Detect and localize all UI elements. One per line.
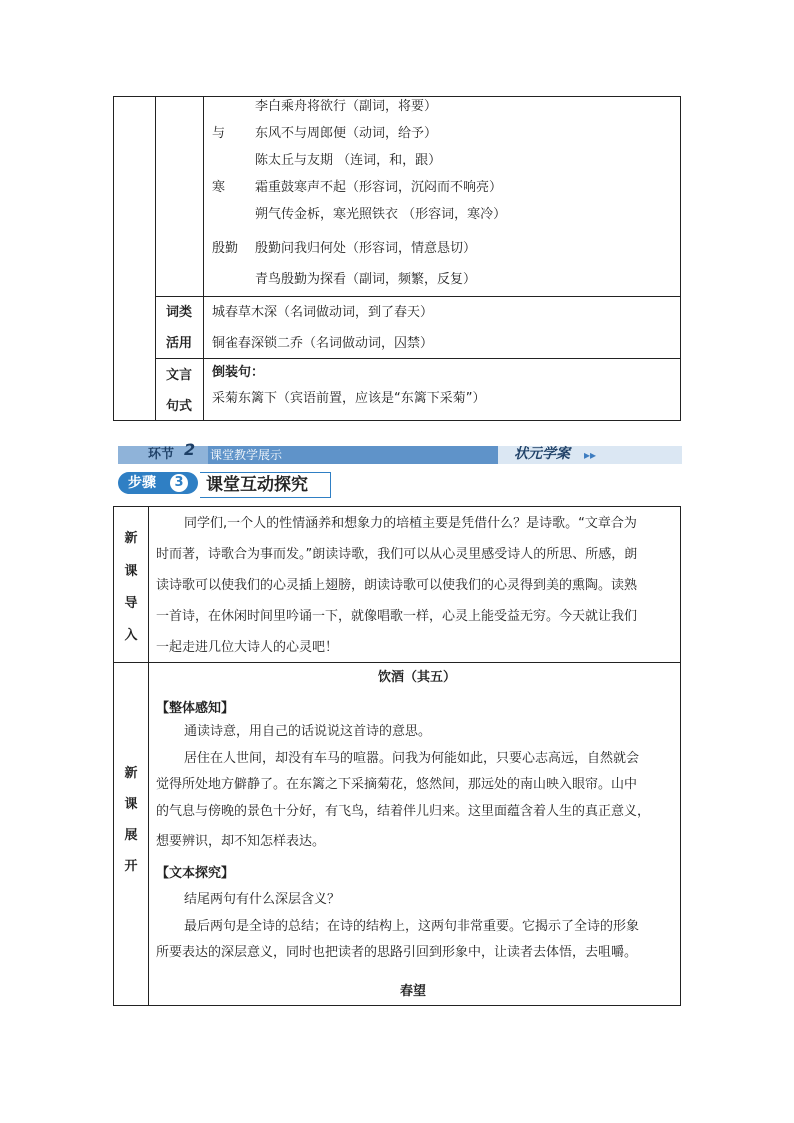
- poem-title: 饮酒（其五）: [378, 670, 457, 685]
- brand-part-2: 学案: [542, 446, 570, 462]
- row-label: 句式: [166, 399, 193, 414]
- question: 结尾两句有什么深层含义？: [184, 892, 341, 907]
- side-label-char: 新: [124, 531, 138, 546]
- intro-line: 一首诗，在休闲时间里吟诵一下，就像唱歌一样，心灵上能受益无穷。今天就让我们: [156, 609, 638, 624]
- intro-line: 读诗歌可以使我们的心灵插上翅膀，朗读诗歌可以使我们的心灵得到美的熏陶。读熟: [156, 578, 638, 593]
- poem-title: 春望: [400, 984, 427, 999]
- intro-line: 时而著，诗歌合为事而发。”朗读诗歌，我们可以从心灵里感受诗人的所思、所感，朗: [156, 547, 638, 562]
- side-label-char: 入: [124, 628, 138, 643]
- step-label: 步骤: [128, 475, 156, 491]
- answer-line: 居住在人世间，却没有车马的喧嚣。问我为何能如此，只要心志高远，自然就会: [184, 751, 640, 766]
- side-label-char: 课: [124, 564, 138, 579]
- section-heading: 【文本探究】: [156, 866, 235, 881]
- example-line: 铜雀春深锁二乔（名词做动词，囚禁）: [212, 336, 434, 351]
- answer-line: 所要表达的深层意义，同时也把读者的思路引回到形象中，让读者去体悟，去咀嚼。: [156, 945, 638, 960]
- row-label: 词类: [166, 305, 193, 320]
- section-banner: [118, 440, 682, 464]
- brand-name: [514, 446, 570, 462]
- side-label-char: 展: [124, 828, 138, 843]
- side-label-char: 开: [124, 859, 138, 874]
- example-line: 采菊东篱下（宾语前置，应该是“东篱下采菊”）: [212, 391, 486, 406]
- step-number: 3: [170, 474, 188, 492]
- example-line: 陈太丘与友期 （连词，和，跟）: [255, 153, 442, 168]
- banner-title: 课堂教学展示: [210, 448, 283, 462]
- word-label: 寒: [212, 180, 226, 195]
- brand-part-1: 状元: [514, 446, 542, 462]
- arrow-icon: ▸▸: [584, 448, 597, 462]
- example-line: 东风不与周郎便（动词，给予）: [255, 126, 438, 141]
- intro-line: 一起走进几位大诗人的心灵吧！: [156, 640, 339, 655]
- section-heading: 【整体感知】: [156, 701, 235, 716]
- example-line: 朔气传金柝，寒光照铁衣 （形容词，寒冷）: [255, 207, 507, 222]
- example-line: 李白乘舟将欲行（副词，将要）: [255, 99, 438, 114]
- question: 通读诗意，用自己的话说说这首诗的意思。: [184, 724, 432, 739]
- step-title: 课堂互动探究: [206, 475, 308, 495]
- segment-label: 环节: [148, 447, 175, 462]
- answer-line: 的气息与傍晚的景色十分好，有飞鸟，结着伴儿归来。这里面蕴含着人生的真正意义，: [156, 804, 651, 819]
- example-line: 城春草木深（名词做动词，到了春天）: [212, 305, 434, 320]
- row-label: 活用: [166, 336, 193, 351]
- step-title-box: [200, 472, 331, 498]
- intro-line: 同学们,一个人的性情涵养和想象力的培植主要是凭借什么？是诗歌。“文章合为: [184, 516, 637, 531]
- example-line: 霜重鼓寒声不起（形容词，沉闷而不响亮）: [255, 180, 503, 195]
- word-label: 殷勤: [212, 241, 239, 256]
- segment-number: 2: [184, 440, 196, 459]
- side-label-char: 导: [124, 596, 138, 611]
- answer-line: 想要辨识，却不知怎样表达。: [156, 834, 326, 849]
- example-line: 殷勤问我归何处（形容词，情意恳切）: [255, 241, 477, 256]
- example-line: 倒装句：: [212, 365, 265, 380]
- side-label-char: 课: [124, 797, 138, 812]
- word-label: 与: [212, 126, 226, 141]
- side-label-char: 新: [124, 766, 138, 781]
- row-label: 文言: [166, 368, 193, 383]
- example-line: 青鸟殷勤为探看（副词，频繁，反复）: [255, 272, 477, 287]
- step-badge: [118, 472, 198, 494]
- answer-line: 最后两句是全诗的总结；在诗的结构上，这两句非常重要。它揭示了全诗的形象: [184, 919, 640, 934]
- answer-line: 觉得所处地方僻静了。在东篱之下采摘菊花，悠然间，那远处的南山映入眼帘。山中: [156, 777, 638, 792]
